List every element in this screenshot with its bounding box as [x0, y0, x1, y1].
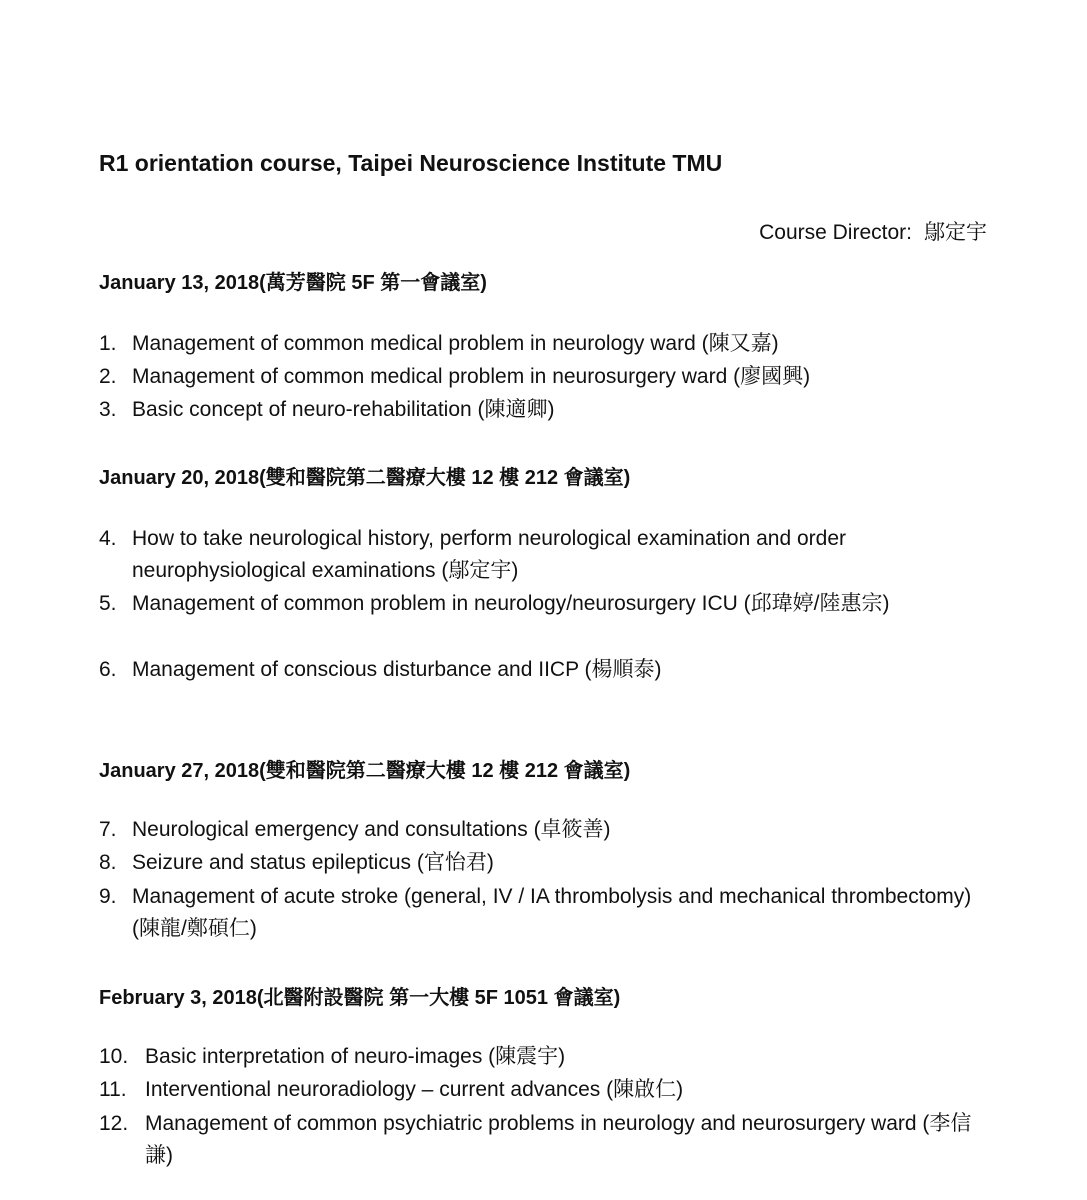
- list-item: [99, 814, 979, 846]
- list-item: [99, 361, 979, 393]
- course-director-name: 鄔定宇: [924, 221, 987, 244]
- list-item: [99, 881, 979, 945]
- list-item-text: Neurological emergency and consultations (卓筱善): [132, 818, 611, 841]
- list-item-number: 5.: [99, 592, 117, 615]
- list-item-number: 1.: [99, 332, 117, 355]
- list-item-number: 10.: [99, 1045, 129, 1068]
- session-heading: February 3, 2018(北醫附設醫院 第一大樓 5F 1051 會議室): [99, 987, 621, 1009]
- list-item: [99, 1074, 979, 1106]
- list-item-text: Management of common problem in neurology/neurosurgery ICU (邱瑋婷/陸惠宗): [132, 592, 890, 615]
- list-item-text: Seizure and status epilepticus (官怡君): [132, 851, 494, 874]
- list-item-number: 4.: [99, 527, 117, 550]
- list-item-text: How to take neurological history, perform neurological examination and order neurophysiological examinations (鄔定宇): [132, 527, 846, 582]
- list-item-text: Basic interpretation of neuro-images (陳震宇): [145, 1045, 566, 1068]
- list-item-text: Management of common psychiatric problems in neurology and neurosurgery ward (李信謙): [145, 1112, 972, 1167]
- list-item-number: 2.: [99, 365, 117, 388]
- list-item-text: Management of common medical problem in neurology ward (陳又嘉): [132, 332, 779, 355]
- page-title: R1 orientation course, Taipei Neuroscience Institute TMU: [99, 150, 723, 176]
- list-item-number: 9.: [99, 885, 117, 908]
- session-heading: January 27, 2018(雙和醫院第二醫療大樓 12 樓 212 會議室): [99, 760, 631, 782]
- session-heading: January 20, 2018(雙和醫院第二醫療大樓 12 樓 212 會議室): [99, 467, 631, 489]
- list-item-text: Basic concept of neuro-rehabilitation (陳適卿): [132, 398, 555, 421]
- list-item: [99, 1108, 979, 1172]
- list-item: [99, 1041, 979, 1073]
- list-item: [99, 394, 979, 426]
- course-director: [759, 216, 987, 246]
- list-item-number: 8.: [99, 851, 117, 874]
- list-item: [99, 588, 979, 620]
- list-item-number: 6.: [99, 658, 117, 681]
- list-item-number: 3.: [99, 398, 117, 421]
- course-director-label: Course Director:: [759, 221, 912, 244]
- list-item-text: Management of common medical problem in neurosurgery ward (廖國興): [132, 365, 811, 388]
- list-item: [99, 328, 979, 360]
- list-item-number: 11.: [99, 1078, 127, 1101]
- list-item-text: Management of acute stroke (general, IV / IA thrombolysis and mechanical thrombectomy) (陳龍/鄭碩仁): [132, 885, 972, 940]
- list-item-text: Management of conscious disturbance and IICP (楊順泰): [132, 658, 662, 681]
- list-item-number: 7.: [99, 818, 117, 841]
- list-item: [99, 847, 979, 879]
- list-item-number: 12.: [99, 1112, 129, 1135]
- list-item: [99, 523, 979, 587]
- list-item: [99, 654, 979, 686]
- list-item-text: Interventional neuroradiology – current advances (陳啟仁): [145, 1078, 684, 1101]
- session-heading: January 13, 2018(萬芳醫院 5F 第一會議室): [99, 272, 487, 294]
